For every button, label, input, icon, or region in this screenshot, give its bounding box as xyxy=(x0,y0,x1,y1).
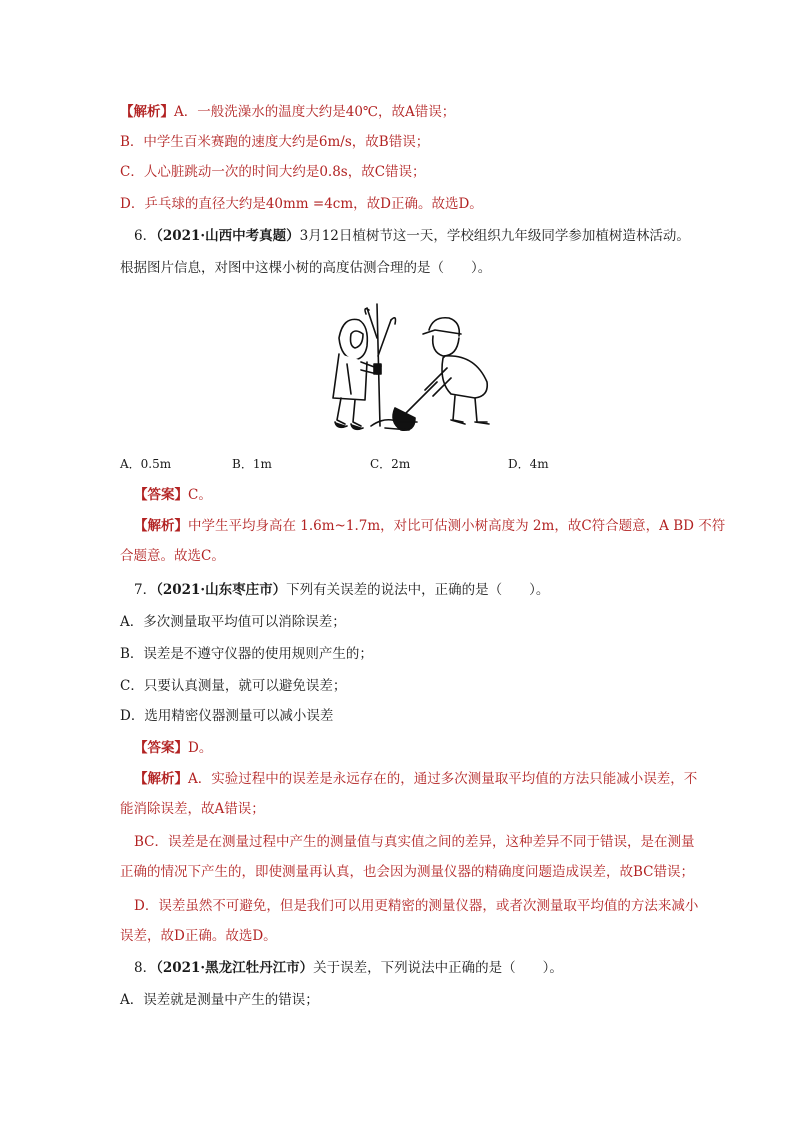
q6-stem-line2: 根据图片信息，对图中这棵小树的高度估测合理的是（ ）。 xyxy=(120,260,492,276)
q6-source: （2021·山西中考真题） xyxy=(156,228,300,244)
q6-exp-1: 中学生平均身高在 1.6m~1.7m，对比可估测小树高度为 2m，故C符合题意，A BD 不符 xyxy=(188,518,726,534)
q6-exp-line1 xyxy=(134,516,734,536)
exp5-label: 【解析】 xyxy=(120,104,174,120)
q6-option-d[interactable]: D．4m xyxy=(508,457,549,471)
q6-answer-value: C。 xyxy=(188,487,212,503)
q7-answer-label: 【答案】 xyxy=(134,740,188,756)
q7-exp-a-line2: 能消除误差，故A错误； xyxy=(120,801,265,817)
q6-stem-1: 3月12日植树节这一天，学校组织九年级同学参加植树造林活动。 xyxy=(299,228,690,244)
q7-stem xyxy=(134,580,734,600)
q7-exp-a1: A．实验过程中的误差是永远存在的，通过多次测量取平均值的方法只能减小误差，不 xyxy=(188,771,698,787)
q8-option-a[interactable]: A．误差就是测量中产生的错误； xyxy=(120,992,319,1008)
q7-number: 7． xyxy=(134,582,157,598)
tree-planting-illustration xyxy=(325,298,495,438)
exp5-line-d: D．乒乓球的直径大约是40mm =4cm，故D正确。故选D。 xyxy=(120,196,483,212)
exp5-line-a-text: A．一般洗澡水的温度大约是40℃，故A错误； xyxy=(174,104,456,120)
q6-answer-label: 【答案】 xyxy=(134,487,188,503)
q6-option-a[interactable]: A．0.5m xyxy=(120,457,172,471)
q7-exp-label: 【解析】 xyxy=(134,771,188,787)
q7-option-d[interactable]: D．选用精密仪器测量可以减小误差 xyxy=(120,708,334,724)
q6-exp-label: 【解析】 xyxy=(134,518,188,534)
q6-answer xyxy=(134,485,734,505)
q7-option-c[interactable]: C．只要认真测量，就可以避免误差； xyxy=(120,678,347,694)
exp5-line-b: B．中学生百米赛跑的速度大约是6m/s，故B错误； xyxy=(120,134,430,150)
q7-exp-d-line2: 误差，故D正确。故选D。 xyxy=(120,928,277,944)
q8-stem-text: 关于误差，下列说法中正确的是（ ）。 xyxy=(313,960,563,976)
q7-answer-value: D。 xyxy=(188,740,213,756)
q7-exp-a-line1 xyxy=(134,769,734,789)
q7-stem-text: 下列有关误差的说法中，正确的是（ ）。 xyxy=(286,582,550,598)
q7-source: （2021·山东枣庄市） xyxy=(156,582,287,598)
q7-option-a[interactable]: A．多次测量取平均值可以消除误差； xyxy=(120,614,346,630)
exp5-line-c: C．人心脏跳动一次的时间大约是0.8s，故C错误； xyxy=(120,164,426,180)
exp5-line-a xyxy=(120,102,720,122)
q6-stem-line1 xyxy=(134,226,734,246)
q7-exp-d-line1: D．误差虽然不可避免，但是我们可以用更精密的测量仪器，或者次测量取平均值的方法来减小 xyxy=(134,898,699,914)
q6-options xyxy=(120,455,720,475)
q7-exp-bc-line1: BC．误差是在测量过程中产生的测量值与真实值之间的差异，这种差异不同于错误，是在测量 xyxy=(134,834,695,850)
q8-source: （2021·黑龙江牡丹江市） xyxy=(156,960,314,976)
q6-option-b[interactable]: B．1m xyxy=(232,457,272,471)
q7-option-b[interactable]: B．误差是不遵守仪器的使用规则产生的； xyxy=(120,646,373,662)
q6-exp-line2: 合题意。故选C。 xyxy=(120,548,225,564)
q6-option-c[interactable]: C．2m xyxy=(370,457,411,471)
q8-number: 8． xyxy=(134,960,157,976)
q7-answer xyxy=(134,738,734,758)
q6-number: 6． xyxy=(134,228,157,244)
q8-stem xyxy=(134,958,734,978)
q7-exp-bc-line2: 正确的情况下产生的，即使测量再认真，也会因为测量仪器的精确度问题造成误差，故BC错误； xyxy=(120,864,694,880)
